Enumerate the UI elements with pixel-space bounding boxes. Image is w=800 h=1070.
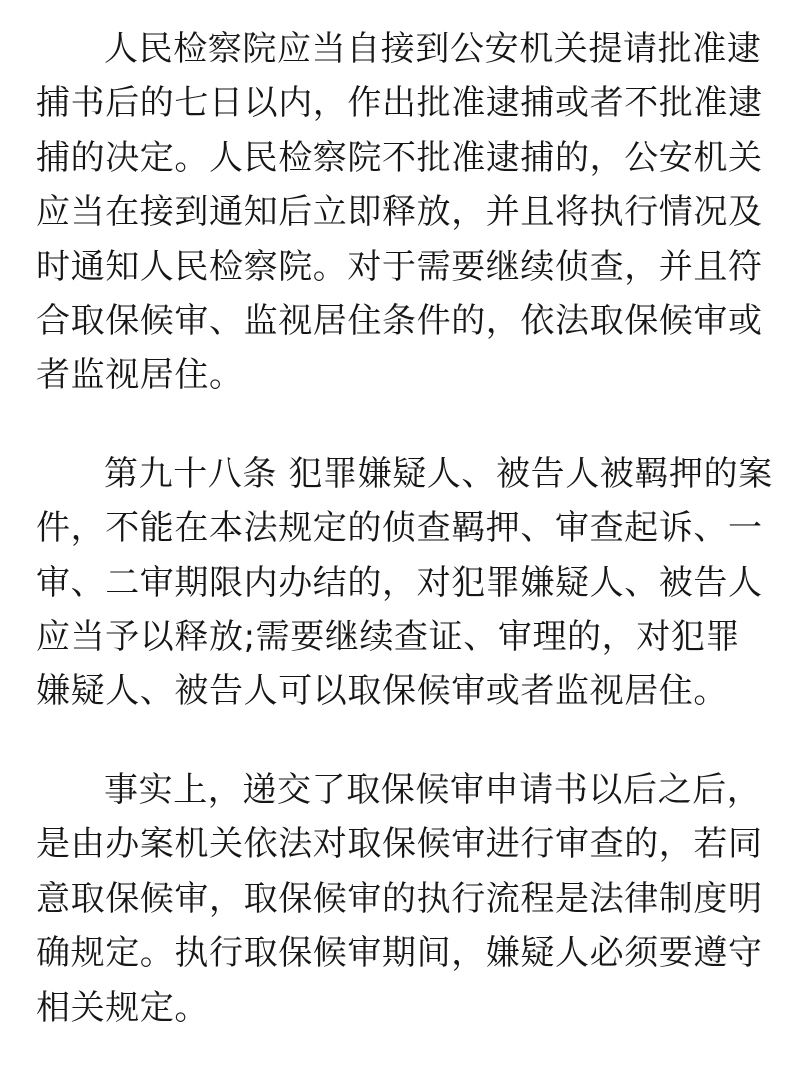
article-body <box>36 22 774 1035</box>
paragraph-arrest-approval: 人民检察院应当自接到公安机关提请批准逮捕书后的七日以内，作出批准逮捕或者不批准逮捕的决定。人民检察院不批准逮捕的，公安机关应当在接到通知后立即释放，并且将执行情况及时通知人民检察院。对于需要继续侦查，并且符合取保候审、监视居住条件的，依法取保候审或者监视居住。 <box>36 29 763 396</box>
paragraph-article-98: 第九十八条 犯罪嫌疑人、被告人被羁押的案件，不能在本法规定的侦查羁押、审查起诉、一审、二审期限内办结的，对犯罪嫌疑人、被告人应当予以释放;需要继续查证、审理的，对犯罪嫌疑人、被告人可以取保候审或者监视居住。 <box>36 453 773 712</box>
paragraph-bail-process: 事实上，递交了取保候审申请书以后之后，是由办案机关依法对取保候审进行审查的，若同意取保候审，取保候审的执行流程是法律制度明确规定。执行取保候审期间，嫌疑人必须要遵守相关规定。 <box>36 769 763 1028</box>
